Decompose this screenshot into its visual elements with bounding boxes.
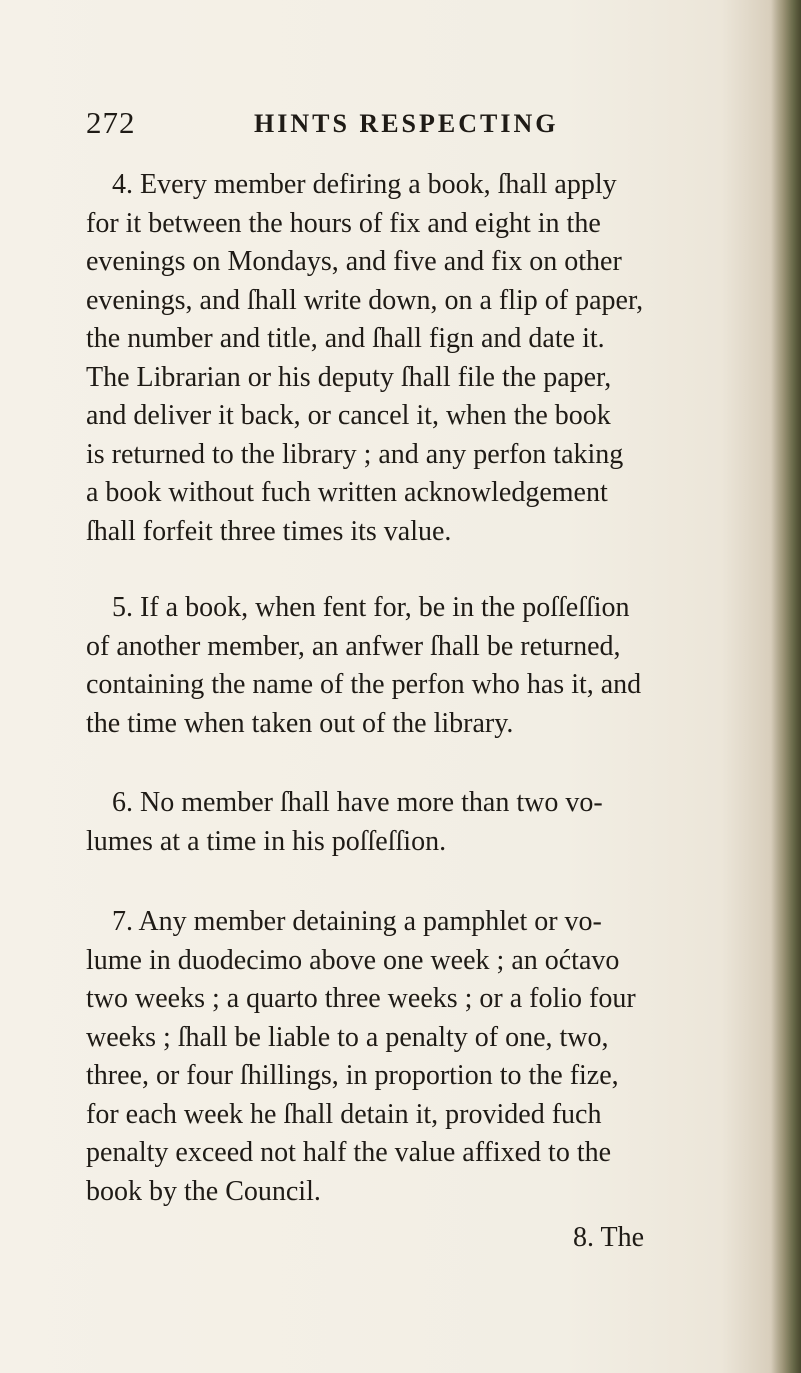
text-line: weeks ; ſhall be liable to a penalty of one, two, — [86, 1021, 609, 1053]
text-line: containing the name of the perfon who has it, and — [86, 669, 642, 700]
text-line: ſhall forfeit three times its value. — [86, 515, 452, 547]
text-line: of another member, an anfwer ſhall be returned, — [86, 630, 621, 662]
text-line: lume in duodecimo above one week ; an oćtavo — [86, 944, 620, 976]
paragraph-rule-6 — [86, 784, 726, 861]
catchword: 8. The — [573, 1222, 645, 1253]
text-line: evenings on Mondays, and five and fix on other — [86, 246, 622, 277]
paragraph-rule-7 — [86, 903, 726, 1211]
running-head: HINTS RESPECTING — [254, 109, 559, 138]
text-line: two weeks ; a quarto three weeks ; or a folio four — [86, 983, 636, 1014]
text-line: for each week he ſhall detain it, provided fuch — [86, 1098, 602, 1130]
text-line: is returned to the library ; and any perfon taking — [86, 438, 624, 470]
text-line: The Librarian or his deputy ſhall file the paper, — [86, 361, 612, 393]
text-line: the number and title, and ſhall fign and date it. — [86, 323, 605, 354]
paragraph-rule-4 — [86, 166, 726, 551]
text-line: three, or four ſhillings, in proportion to the fize, — [86, 1060, 619, 1091]
text-line: book by the Council. — [86, 1175, 321, 1207]
text-line: and deliver it back, or cancel it, when the book — [86, 400, 611, 431]
text-line: 7. Any member detaining a pamphlet or vo- — [112, 906, 602, 937]
text-line: lumes at a time in his poſſeſſion. — [86, 825, 447, 857]
text-line: for it between the hours of fix and eight in the — [86, 207, 601, 239]
paragraph-rule-5 — [86, 589, 726, 743]
text-line: 4. Every member defiring a book, ſhall apply — [112, 169, 617, 200]
page-number: 272 — [86, 105, 136, 140]
text-line: 5. If a book, when fent for, be in the poſſeſſion — [112, 592, 630, 623]
body-text — [86, 166, 726, 1211]
text-line: the time when taken out of the library. — [86, 707, 514, 739]
page-header — [86, 105, 726, 145]
page-edge-shadow — [771, 0, 801, 1373]
text-line: a book without fuch written acknowledgement — [86, 477, 608, 508]
text-line: penalty exceed not half the value affixed to the — [86, 1137, 612, 1168]
text-line: evenings, and ſhall write down, on a flip of paper, — [86, 284, 644, 316]
text-line: 6. No member ſhall have more than two vo- — [112, 787, 603, 818]
